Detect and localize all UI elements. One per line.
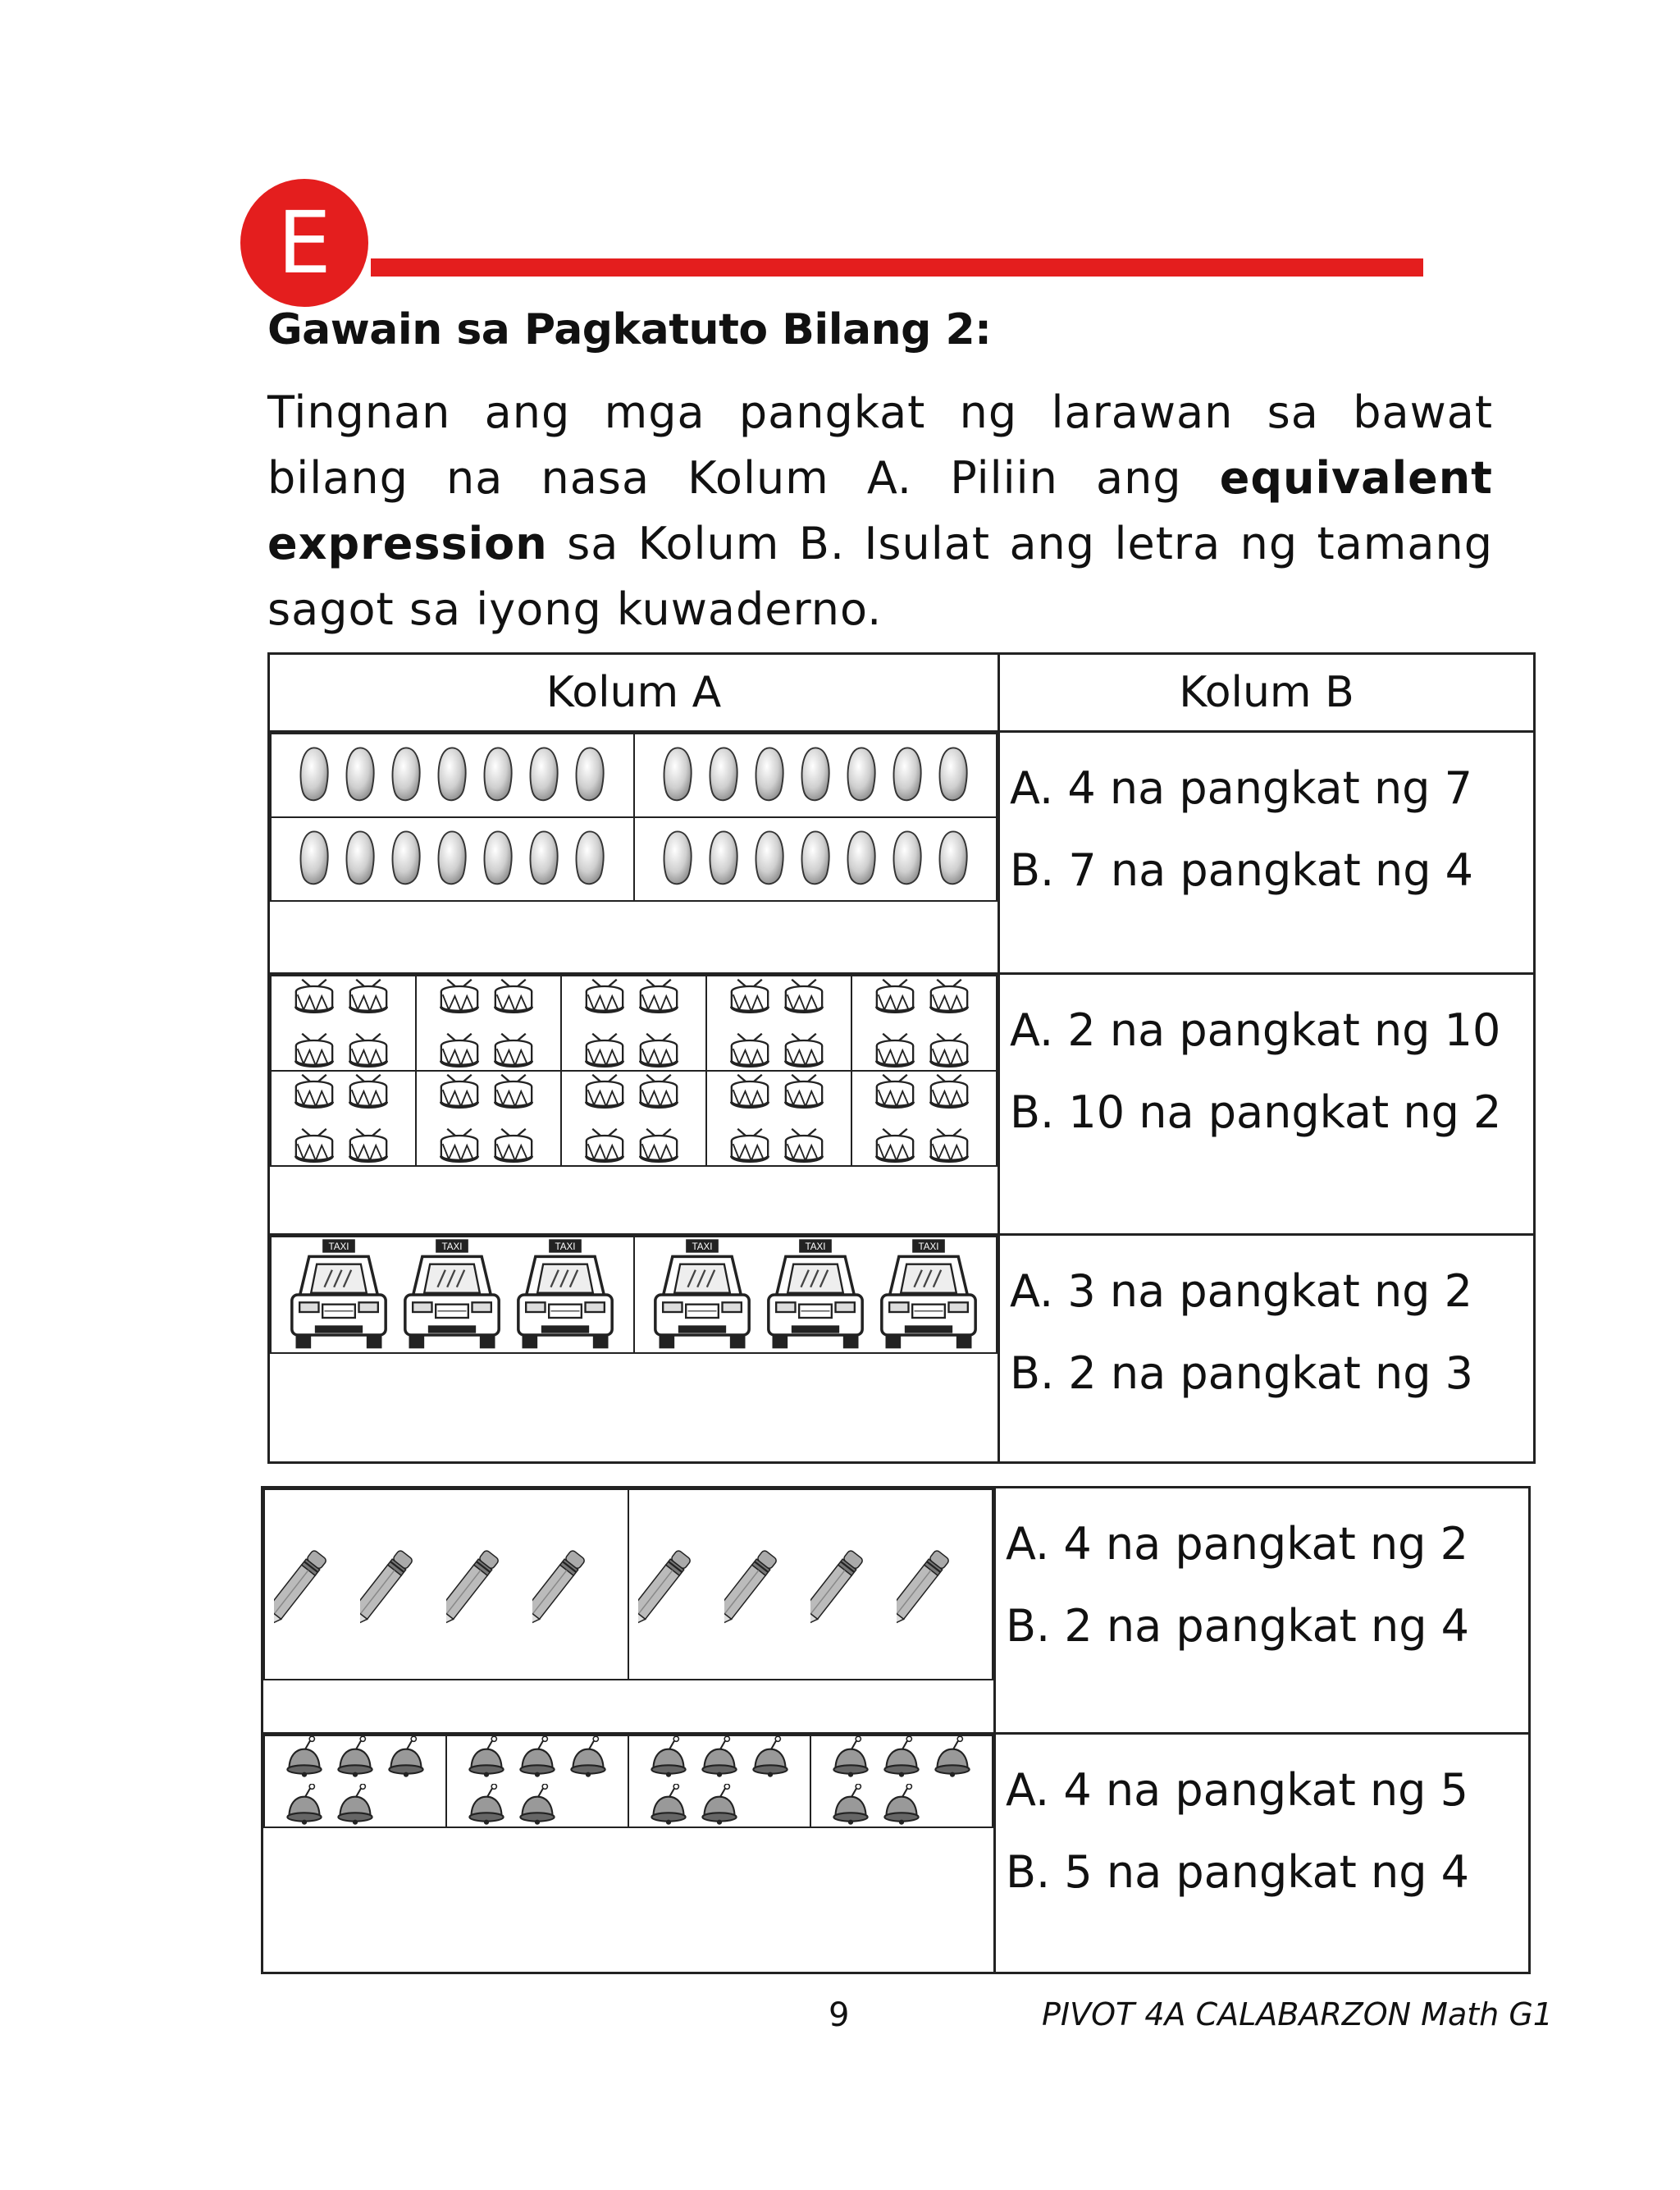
bell-icon xyxy=(330,1784,381,1827)
seed-icon xyxy=(570,818,609,900)
seed-icon xyxy=(294,734,334,816)
drum-icon xyxy=(636,1126,682,1165)
drum-icon xyxy=(345,1072,391,1111)
picture-group-icons xyxy=(707,976,851,1070)
seed-icon xyxy=(888,818,927,900)
picture-group-icons xyxy=(265,1736,445,1827)
row-5-pictures xyxy=(262,1734,995,1973)
seed-icon xyxy=(842,734,881,816)
taxi-group xyxy=(271,1237,634,1353)
row-4-pictures xyxy=(262,1488,995,1734)
matching-table-1 xyxy=(267,652,1536,1464)
bell-icon xyxy=(381,1736,431,1779)
row-3-options xyxy=(999,1235,1535,1463)
drum-icon xyxy=(582,976,628,1016)
svg-text:TAXI: TAXI xyxy=(805,1241,826,1253)
picture-group-icons xyxy=(635,1237,997,1352)
bell-icon xyxy=(330,1736,381,1779)
drum-icon xyxy=(291,1031,337,1070)
bell-group xyxy=(446,1735,628,1827)
picture-group-icons xyxy=(272,1072,415,1165)
seed-icon xyxy=(340,734,380,816)
pencil-icon xyxy=(446,1490,532,1679)
pencil-group xyxy=(628,1489,993,1680)
drum-icon xyxy=(636,1072,682,1111)
instructions-emphasis: equivalent expression xyxy=(267,452,1493,569)
picture-group-icons xyxy=(272,734,633,816)
picture-group-icons xyxy=(629,1490,992,1679)
seed-icon xyxy=(524,734,564,816)
svg-text:TAXI: TAXI xyxy=(441,1241,463,1253)
section-divider xyxy=(371,258,1423,277)
drum-icon xyxy=(727,976,773,1016)
drum-group xyxy=(706,976,851,1071)
drum-icon xyxy=(872,1126,918,1165)
footer-title: PIVOT 4A CALABARZON Math G1 xyxy=(1042,1996,1553,2032)
bell-icon xyxy=(279,1784,330,1827)
picture-group-icons xyxy=(635,734,997,816)
taxi-icon xyxy=(649,1237,756,1352)
seed-icon xyxy=(658,818,697,900)
bell-group xyxy=(628,1735,810,1827)
drum-icon xyxy=(926,976,972,1016)
seed-group xyxy=(271,817,634,901)
picture-group-icons xyxy=(417,976,560,1070)
seed-icon xyxy=(386,818,426,900)
drum-icon xyxy=(436,1072,482,1111)
drum-icon xyxy=(727,1072,773,1111)
seed-icon xyxy=(524,818,564,900)
pencil-icon xyxy=(897,1490,983,1679)
drum-icon xyxy=(291,1126,337,1165)
drum-icon xyxy=(872,1072,918,1111)
drum-icon xyxy=(926,1072,972,1111)
drum-icon xyxy=(727,1126,773,1165)
seed-icon xyxy=(750,734,789,816)
svg-text:TAXI: TAXI xyxy=(328,1241,349,1253)
drum-icon xyxy=(345,1031,391,1070)
bell-icon xyxy=(279,1736,330,1779)
svg-text:TAXI: TAXI xyxy=(555,1241,576,1253)
bell-group xyxy=(810,1735,993,1827)
picture-group-icons xyxy=(447,1736,628,1827)
row-4-options xyxy=(995,1488,1530,1734)
drum-icon xyxy=(872,976,918,1016)
picture-group-icons xyxy=(562,1072,705,1165)
seed-icon xyxy=(842,818,881,900)
pencil-group xyxy=(264,1489,628,1680)
picture-group-icons xyxy=(707,1072,851,1165)
pencil-icon xyxy=(360,1490,446,1679)
drum-icon xyxy=(491,1031,536,1070)
seed-icon xyxy=(432,734,472,816)
seed-icon xyxy=(796,818,835,900)
bell-icon xyxy=(745,1736,796,1779)
drum-icon xyxy=(436,1126,482,1165)
bell-icon xyxy=(563,1736,614,1779)
bell-icon xyxy=(461,1784,512,1827)
bell-icon xyxy=(643,1784,694,1827)
svg-text:TAXI: TAXI xyxy=(692,1241,713,1253)
drum-icon xyxy=(781,1072,827,1111)
drum-group xyxy=(561,976,706,1071)
drum-icon xyxy=(436,976,482,1016)
bell-icon xyxy=(876,1736,927,1779)
bell-icon xyxy=(694,1784,745,1827)
bell-icon xyxy=(825,1784,876,1827)
drum-icon xyxy=(636,976,682,1016)
drum-group xyxy=(561,1071,706,1166)
option-b[interactable]: B. 7 na pangkat ng 4 xyxy=(1010,844,1474,896)
drum-group xyxy=(416,1071,561,1166)
bell-icon xyxy=(694,1736,745,1779)
seed-icon xyxy=(658,734,697,816)
drum-icon xyxy=(727,1031,773,1070)
drum-icon xyxy=(291,976,337,1016)
row-1-options xyxy=(999,732,1535,974)
svg-text:TAXI: TAXI xyxy=(918,1241,939,1253)
drum-icon xyxy=(291,1072,337,1111)
drum-icon xyxy=(436,1031,482,1070)
option-a[interactable]: A. 3 na pangkat ng 2 xyxy=(1010,1265,1472,1317)
seed-icon xyxy=(796,734,835,816)
bell-icon xyxy=(512,1784,563,1827)
picture-group-icons xyxy=(265,1490,628,1679)
option-b[interactable]: B. 2 na pangkat ng 4 xyxy=(1006,1600,1470,1652)
row-1-pictures xyxy=(269,732,999,974)
seed-icon xyxy=(934,818,973,900)
drum-group xyxy=(706,1071,851,1166)
pencil-icon xyxy=(724,1490,810,1679)
picture-group-icons xyxy=(272,1237,633,1352)
option-a[interactable]: A. 4 na pangkat ng 7 xyxy=(1010,762,1472,814)
pencil-icon xyxy=(638,1490,724,1679)
picture-group-icons xyxy=(629,1736,810,1827)
drum-icon xyxy=(636,1031,682,1070)
seed-icon xyxy=(934,734,973,816)
drum-icon xyxy=(582,1031,628,1070)
seed-icon xyxy=(478,818,518,900)
drum-icon xyxy=(781,1031,827,1070)
drum-icon xyxy=(781,1126,827,1165)
taxi-icon xyxy=(285,1237,392,1352)
activity-heading: Gawain sa Pagkatuto Bilang 2: xyxy=(267,305,992,354)
seed-icon xyxy=(704,818,743,900)
picture-group-icons xyxy=(417,1072,560,1165)
taxi-icon xyxy=(399,1237,505,1352)
drum-group xyxy=(271,1071,416,1166)
page-number: 9 xyxy=(829,1996,850,2034)
seed-icon xyxy=(570,734,609,816)
drum-icon xyxy=(582,1072,628,1111)
taxi-icon xyxy=(875,1237,982,1352)
drum-icon xyxy=(491,976,536,1016)
instructions xyxy=(267,380,1493,642)
seed-icon xyxy=(478,734,518,816)
drum-icon xyxy=(872,1031,918,1070)
instructions-text-2: sa Kolum B. Isulat ang letra ng tamang sagot sa iyong kuwaderno. xyxy=(267,518,1493,635)
bell-group xyxy=(264,1735,446,1827)
seed-icon xyxy=(294,818,334,900)
seed-icon xyxy=(386,734,426,816)
instructions-text-1: Tingnan ang mga pangkat ng larawan sa bawat bilang na nasa Kolum A. Piliin ang xyxy=(267,386,1493,504)
bell-icon xyxy=(876,1784,927,1827)
picture-group-icons xyxy=(635,818,997,900)
drum-icon xyxy=(345,976,391,1016)
picture-group-icons xyxy=(811,1736,992,1827)
seed-group xyxy=(271,734,634,817)
pencil-icon xyxy=(810,1490,897,1679)
pencil-icon xyxy=(532,1490,619,1679)
bell-icon xyxy=(643,1736,694,1779)
taxi-group xyxy=(634,1237,998,1353)
option-b[interactable]: B. 5 na pangkat ng 4 xyxy=(1006,1846,1470,1898)
option-b[interactable]: B. 10 na pangkat ng 2 xyxy=(1010,1086,1502,1138)
section-letter-badge: E xyxy=(240,179,368,307)
pencil-icon xyxy=(274,1490,360,1679)
drum-group xyxy=(271,976,416,1071)
drum-icon xyxy=(491,1126,536,1165)
drum-icon xyxy=(345,1126,391,1165)
drum-group xyxy=(851,976,997,1071)
drum-group xyxy=(851,1071,997,1166)
seed-icon xyxy=(340,818,380,900)
option-a[interactable]: A. 4 na pangkat ng 5 xyxy=(1006,1764,1468,1816)
row-5-options xyxy=(995,1734,1530,1973)
taxi-icon xyxy=(762,1237,869,1352)
option-a[interactable]: A. 2 na pangkat ng 10 xyxy=(1010,1004,1501,1056)
drum-icon xyxy=(926,1126,972,1165)
option-a[interactable]: A. 4 na pangkat ng 2 xyxy=(1006,1518,1468,1570)
drum-icon xyxy=(491,1072,536,1111)
picture-group-icons xyxy=(272,818,633,900)
drum-icon xyxy=(781,976,827,1016)
seed-icon xyxy=(750,818,789,900)
seed-group xyxy=(634,817,998,901)
bell-icon xyxy=(512,1736,563,1779)
seed-icon xyxy=(432,818,472,900)
row-2-options xyxy=(999,974,1535,1235)
bell-icon xyxy=(927,1736,978,1779)
drum-icon xyxy=(926,1031,972,1070)
drum-group xyxy=(416,976,561,1071)
column-b-header: Kolum B xyxy=(999,654,1535,732)
option-b[interactable]: B. 2 na pangkat ng 3 xyxy=(1010,1347,1474,1399)
seed-group xyxy=(634,734,998,817)
picture-group-icons xyxy=(562,976,705,1070)
seed-icon xyxy=(704,734,743,816)
taxi-icon xyxy=(512,1237,619,1352)
picture-group-icons xyxy=(272,976,415,1070)
bell-icon xyxy=(461,1736,512,1779)
row-3-pictures xyxy=(269,1235,999,1463)
drum-icon xyxy=(582,1126,628,1165)
matching-table-2 xyxy=(261,1486,1531,1974)
picture-group-icons xyxy=(852,976,996,1070)
bell-icon xyxy=(825,1736,876,1779)
seed-icon xyxy=(888,734,927,816)
picture-group-icons xyxy=(852,1072,996,1165)
column-a-header: Kolum A xyxy=(269,654,999,732)
row-2-pictures xyxy=(269,974,999,1235)
